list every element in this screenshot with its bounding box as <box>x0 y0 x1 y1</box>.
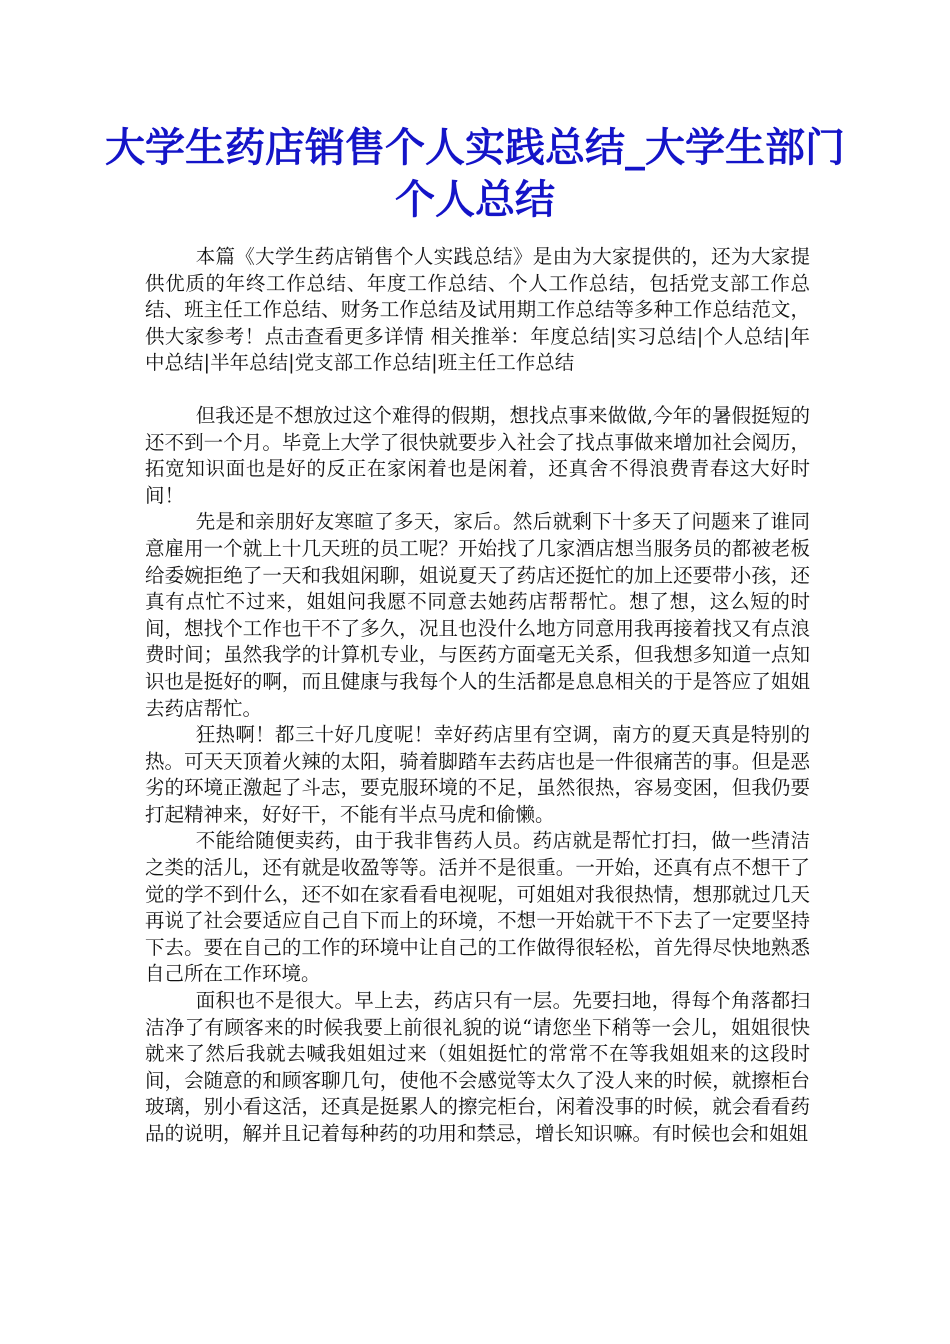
body-paragraph: 面积也不是很大。早上去，药店只有一层。先要扫地，得每个角落都扫洁净了有顾客来的时候我要上前很礼貌的说“请您坐下稍等一会儿，姐姐很快就来了然后我就去喊我姐姐过来（姐姐挺忙的常常不在等我姐姐来的这段时间，会随意的和顾客聊几句，使他不会感觉等太久了没人来的时候，就擦柜台玻璃，别小看这活，还真是挺累人的擦完柜台，闲着没事的时候，就会看看药品的说明，解并且记着每种药的功用和禁忌，增长知识嘛。有时候也会和姐姐 <box>145 989 810 1145</box>
body-paragraph: 但我还是不想放过这个难得的假期，想找点事来做做,今年的暑假挺短的还不到一个月。毕竟上大学了很快就要步入社会了找点事做来增加社会阅历，拓宽知识面也是好的反正在家闲着也是闲着，还真舍不得浪费青春这大好时间！ <box>145 403 810 507</box>
document-title: 大学生药店销售个人实践总结_大学生部门个人总结 <box>105 124 845 223</box>
body-paragraph: 不能给随便卖药，由于我非售药人员。药店就是帮忙打扫，做一些清洁之类的活儿，还有就是收盈等等。活并不是很重。一开始，还真有点不想干了觉的学不到什么，还不如在家看看电视呢，可姐姐对我很热情，想那就过几天再说了社会要适应自己自下而上的环境，不想一开始就干不下去了一定要坚持下去。要在自己的工作的环境中让自己的工作做得很轻松，首先得尽快地熟悉自己所在工作环境。 <box>145 829 810 986</box>
document-body <box>145 244 810 1148</box>
intro-paragraph: 本篇《大学生药店销售个人实践总结》是由为大家提供的，还为大家提供优质的年终工作总结、年度工作总结、个人工作总结，包括党支部工作总结、班主任工作总结、财务工作总结及试用期工作总结等多种工作总结范文，供大家参考！点击查看更多详情 相关推举：年度总结|实习总结|个人总结|年中总结|半年总结|党支部工作总结|班主任工作总结 <box>145 245 810 375</box>
body-paragraph: 先是和亲朋好友寒暄了多天，家后。然后就剩下十多天了问题来了谁同意雇用一个就上十几天班的员工呢？开始找了几家酒店想当服务员的都被老板给委婉拒绝了一天和我姐闲聊，姐说夏天了药店还挺忙的加上还要带小孩，还真有点忙不过来，姐姐问我愿不同意去她药店帮帮忙。想了想，这么短的时间，想找个工作也干不了多久，况且也没什么地方同意用我再接着找又有点浪费时间；虽然我学的计算机专业，与医药方面毫无关系，但我想多知道一点知识也是挺好的啊，而且健康与我每个人的生活都是息息相关的于是答应了姐姐去药店帮忙。 <box>145 510 810 720</box>
body-paragraph: 狂热啊！都三十好几度呢！幸好药店里有空调，南方的夏天真是特别的热。可天天顶着火辣的太阳，骑着脚踏车去药店也是一件很痛苦的事。但是恶劣的环境正激起了斗志，要克服环境的不足，虽然很热，容易变困，但我仍要打起精神来，好好干，不能有半点马虎和偷懒。 <box>145 723 810 826</box>
